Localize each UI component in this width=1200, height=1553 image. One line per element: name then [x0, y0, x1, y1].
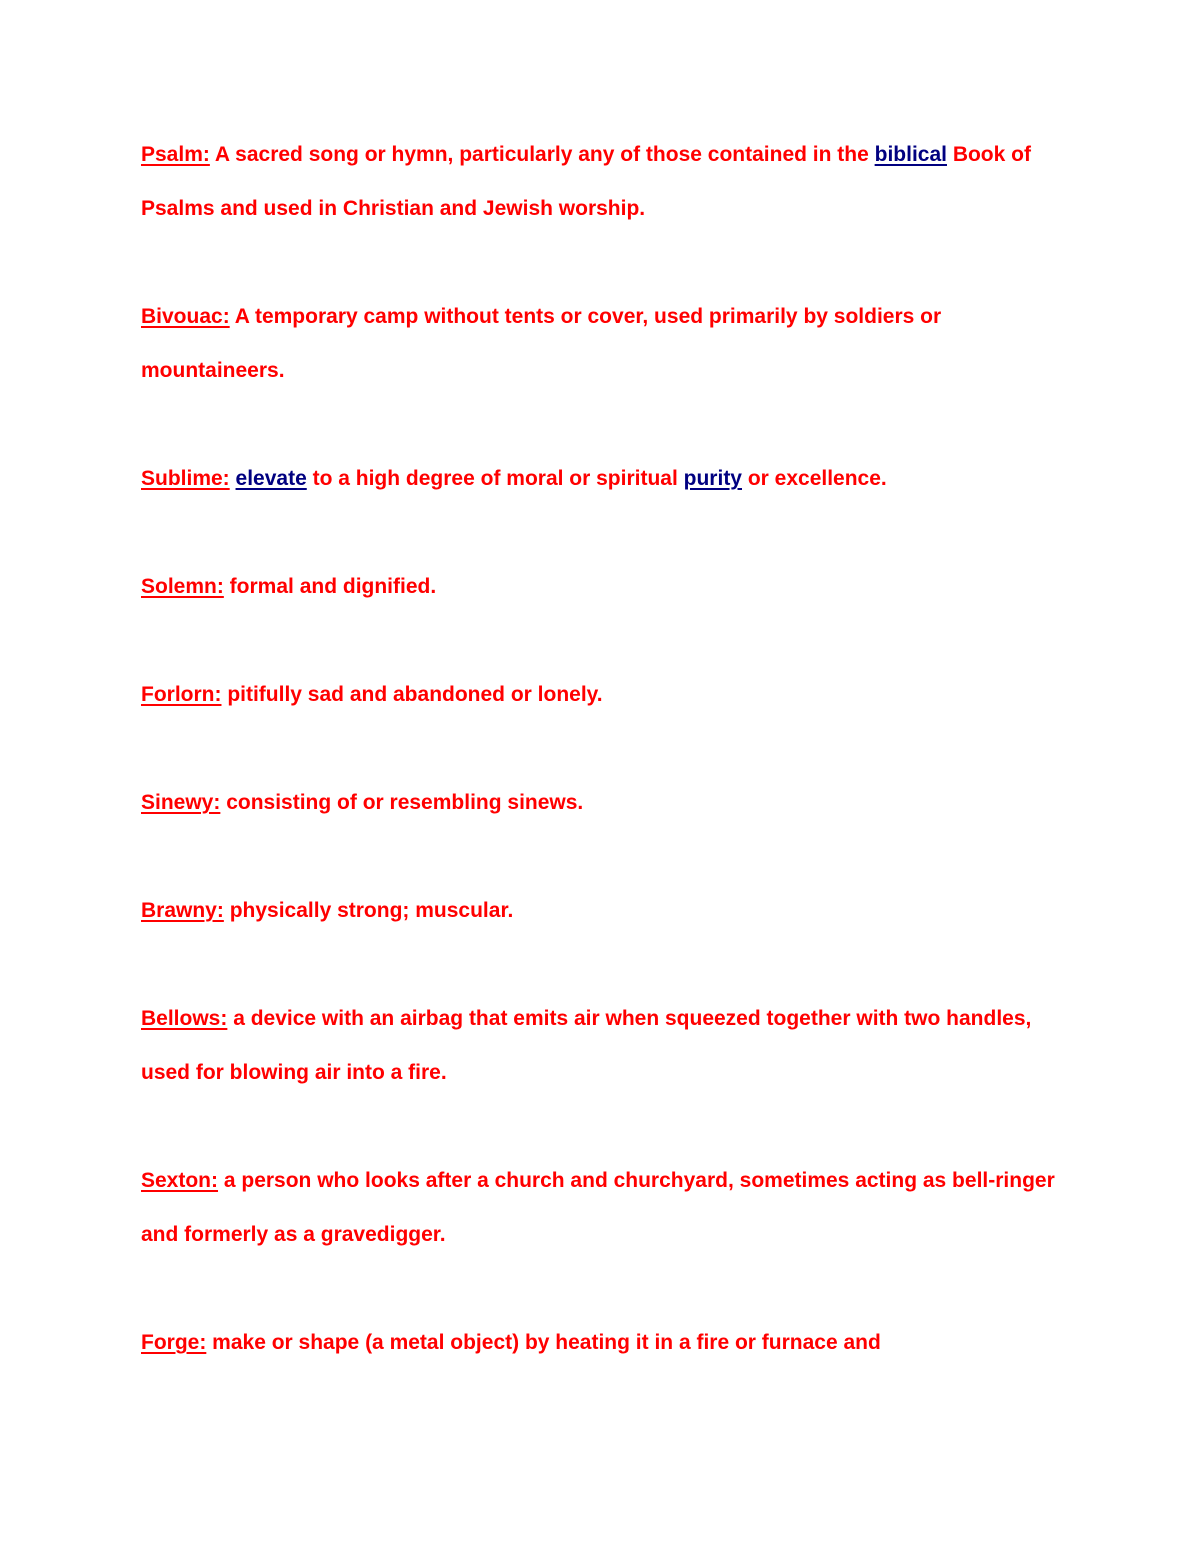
entry-forlorn [141, 668, 1061, 722]
term-sexton: Sexton: [141, 1169, 219, 1192]
term-bellows: Bellows: [141, 1007, 228, 1030]
entry-bivouac [141, 290, 1061, 398]
entry-bellows [141, 992, 1061, 1100]
entry-psalm [141, 128, 1061, 236]
definition-sublime-part1: to a high degree of moral or spiritual [306, 467, 684, 490]
term-forge: Forge: [141, 1331, 207, 1354]
term-sublime: Sublime: [141, 467, 230, 490]
definition-forlorn: pitifully sad and abandoned or lonely. [221, 683, 603, 706]
definition-bivouac: A temporary camp without tents or cover, used primarily by soldiers or mountaineers. [141, 305, 942, 382]
entry-sexton [141, 1154, 1061, 1262]
entry-sublime [141, 452, 1061, 506]
definition-sexton: a person who looks after a church and churchyard, sometimes acting as bell-ringer and formerly as a gravedigger. [141, 1169, 1055, 1246]
term-psalm: Psalm: [141, 143, 210, 166]
entry-brawny [141, 884, 1061, 938]
term-sinewy: Sinewy: [141, 791, 221, 814]
entry-solemn [141, 560, 1061, 614]
term-brawny: Brawny: [141, 899, 224, 922]
link-biblical[interactable]: biblical [874, 143, 947, 166]
definition-forge: make or shape (a metal object) by heating it in a fire or furnace and [206, 1331, 881, 1354]
term-solemn: Solemn: [141, 575, 224, 598]
term-bivouac: Bivouac: [141, 305, 230, 328]
definition-psalm-part2: Book of Psalms and used in Christian and Jewish worship. [141, 143, 1031, 220]
definition-psalm-part1: A sacred song or hymn, particularly any of those contained in the [209, 143, 875, 166]
definition-solemn: formal and dignified. [223, 575, 437, 598]
definition-bellows: a device with an airbag that emits air when squeezed together with two handles, used for blowing air into a fire. [141, 1007, 1032, 1084]
link-elevate[interactable]: elevate [235, 467, 307, 490]
link-purity[interactable]: purity [683, 467, 742, 490]
entry-sinewy [141, 776, 1061, 830]
term-forlorn: Forlorn: [141, 683, 222, 706]
definition-sinewy: consisting of or resembling sinews. [220, 791, 584, 814]
definition-sublime-part2: or excellence. [742, 467, 887, 490]
definition-brawny: physically strong; muscular. [223, 899, 514, 922]
entry-forge [141, 1316, 1061, 1370]
glossary-list [141, 128, 1061, 1424]
